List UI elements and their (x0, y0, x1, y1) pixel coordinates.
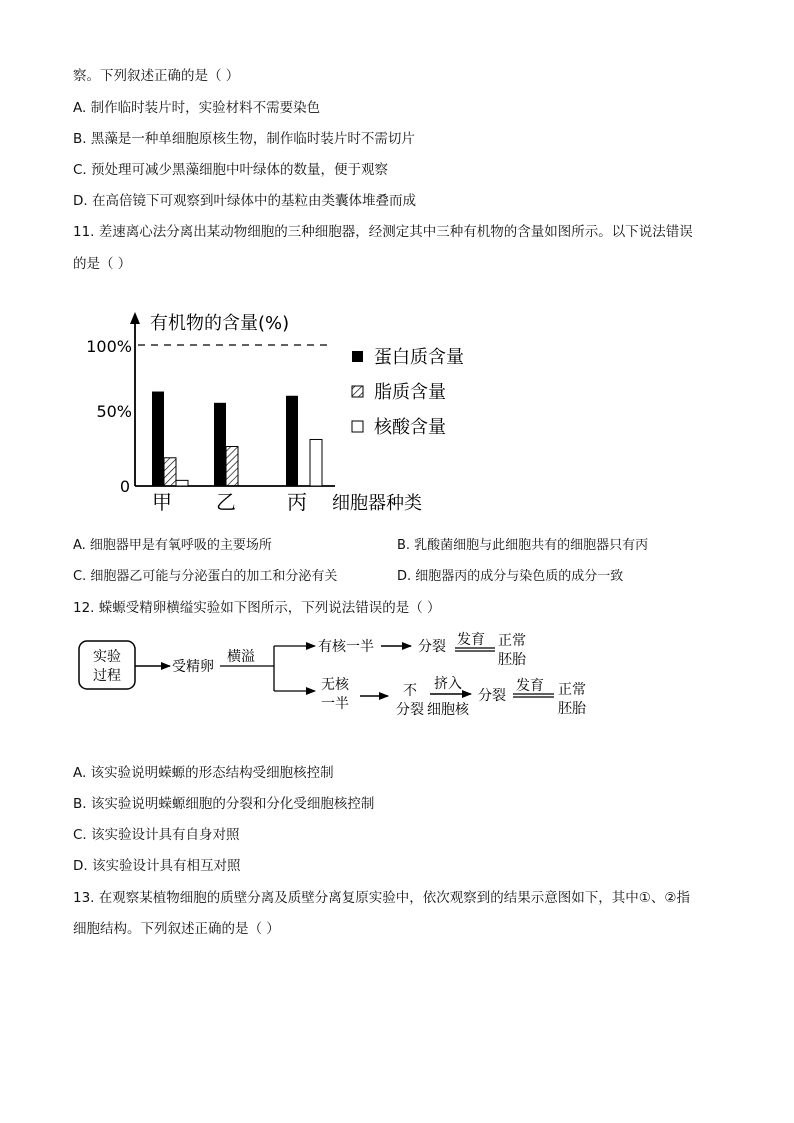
q10-option-a: A. 制作临时装片时，实验材料不需要染色 (73, 100, 321, 116)
q11-option-a: A. 细胞器甲是有氧呼吸的主要场所 (73, 538, 272, 553)
q11-option-d: D. 细胞器丙的成分与染色质的成分一致 (397, 569, 624, 584)
y-axis-title: 有机物的含量(%) (150, 313, 290, 334)
q10-option-b: B. 黑藻是一种单细胞原核生物，制作临时装片时不需切片 (73, 131, 415, 147)
upper-result-line2: 胚胎 (498, 652, 526, 668)
legend-label-protein: 蛋白质含量 (374, 347, 464, 368)
lower-state-line2: 分裂 (396, 702, 424, 718)
legend-swatch-nucleic (352, 421, 363, 432)
nucleus-label: 细胞核 (427, 702, 469, 718)
q13-stem-line2: 细胞结构。下列叙述正确的是（ ） (73, 921, 280, 937)
q12-option-d: D. 该实验设计具有相互对照 (73, 858, 241, 874)
y-tick-label-100: 100% (86, 337, 132, 356)
q10-option-d: D. 在高倍镜下可观察到叶绿体中的基粒由类囊体堆叠而成 (73, 193, 416, 209)
bar-nucleic-0 (176, 480, 188, 486)
upper-branch-label: 有核一半 (318, 639, 374, 655)
q12-option-b: B. 该实验说明蝾螈细胞的分裂和分化受细胞核控制 (73, 796, 375, 812)
x-axis-title: 细胞器种类 (332, 493, 422, 514)
lower-result-line2: 胚胎 (558, 701, 586, 717)
bar-protein-2 (286, 396, 298, 486)
experiment-box-line1: 实验 (93, 649, 121, 665)
q11-option-c: C. 细胞器乙可能与分泌蛋白的加工和分泌有关 (73, 569, 338, 584)
upper-develop-label: 发育 (457, 632, 485, 648)
q13-stem-line1: 13. 在观察某植物细胞的质壁分离及质壁分离复原实验中，依次观察到的结果示意图如下，其中①、②指 (73, 890, 690, 906)
bar-nucleic-2 (310, 439, 322, 486)
constrict-label: 横溢 (227, 649, 255, 665)
legend-swatch-lipid (352, 386, 363, 397)
squeeze-in-label: 挤入 (434, 676, 462, 692)
q12-flow-diagram (70, 628, 600, 728)
lower-develop-label: 发育 (516, 678, 544, 694)
y-tick-label-50: 50% (96, 402, 132, 421)
bar-protein-1 (214, 403, 226, 486)
q12-stem: 12. 蝾螈受精卵横缢实验如下图所示，下列说法错误的是（ ） (73, 600, 441, 616)
q10-option-c: C. 预处理可减少黑藻细胞中叶绿体的数量，便于观察 (73, 162, 389, 178)
q11-stem-line1: 11. 差速离心法分离出某动物细胞的三种细胞器，经测定其中三种有机物的含量如图所示。以下说法错误 (73, 224, 693, 240)
lower-result-line1: 正常 (558, 682, 586, 698)
q11-bar-chart (80, 300, 480, 525)
lower-state-line1: 不 (403, 683, 417, 699)
q12-option-c: C. 该实验设计具有自身对照 (73, 827, 240, 843)
x-cat-label-2: 丙 (287, 490, 307, 514)
q11-stem-line2: 的是（ ） (73, 256, 132, 272)
lower-branch-line2: 一半 (321, 696, 349, 712)
fertilized-egg-label: 受精卵 (172, 659, 214, 675)
legend-label-nucleic: 核酸含量 (374, 417, 446, 438)
y-axis-arrow (130, 312, 140, 324)
y-tick-label-0: 0 (119, 477, 130, 496)
lower-branch-line1: 无核 (321, 677, 349, 693)
q12-option-a: A. 该实验说明蝾螈的形态结构受细胞核控制 (73, 765, 334, 781)
legend-swatch-protein (352, 351, 363, 362)
upper-divide-label: 分裂 (418, 639, 446, 655)
q11-option-b: B. 乳酸菌细胞与此细胞共有的细胞器只有丙 (397, 538, 649, 553)
x-cat-label-0: 甲 (152, 490, 172, 514)
experiment-box-line2: 过程 (93, 668, 121, 684)
upper-result-line1: 正常 (498, 633, 526, 649)
legend-label-lipid: 脂质含量 (374, 382, 446, 403)
lower-divide-label: 分裂 (478, 688, 506, 704)
q10-stem-tail: 察。下列叙述正确的是（ ） (73, 68, 240, 84)
bar-lipid-0 (164, 458, 176, 486)
x-cat-label-1: 乙 (216, 490, 236, 514)
bar-lipid-1 (226, 447, 238, 486)
bar-protein-0 (152, 392, 164, 486)
